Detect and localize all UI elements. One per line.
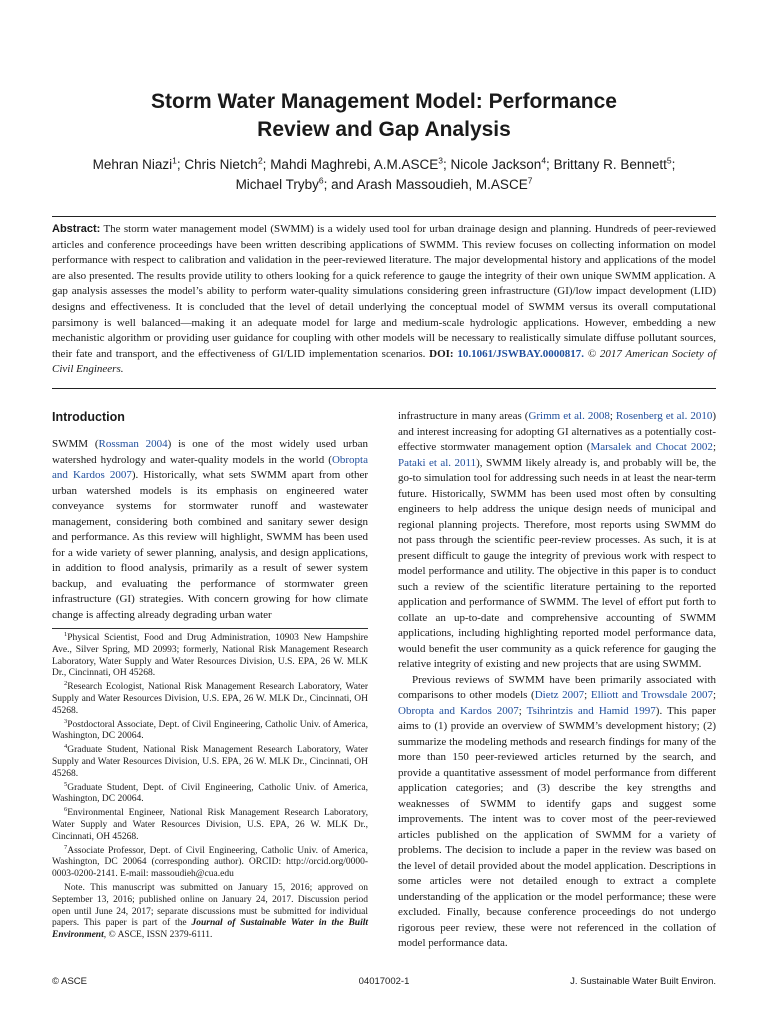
footnote-text: Associate Professor, Dept. of Civil Engineering, Catholic Univ. of America, Washington, DC 20064 (corresponding author). ORCID: http://orcid.org/0000-0003-0200-2141. E-mail: massoudieh@cua.edu <box>52 845 368 880</box>
citation-link[interactable]: Obropta and Kardos 2007 <box>398 704 519 717</box>
footnote-text: Postdoctoral Associate, Dept. of Civil Engineering, Catholic Univ. of America, Washington, DC 20064. <box>52 719 368 742</box>
footnote-mark: 3 <box>64 717 68 725</box>
footnote-mark: 5 <box>64 780 68 788</box>
note-text: Note. This manuscript was submitted on January 15, 2016; approved on September 13, 2016; published online on January 24, 2017. Discussion period open until June 24, 2017; separate discussions must be submitted for individual papers. This paper is part of the <box>52 882 368 929</box>
abstract-copyright: © 2017 American Society of Civil Engineers. <box>52 347 717 376</box>
footnote <box>52 745 368 780</box>
section-heading-introduction: Introduction <box>52 410 125 424</box>
footnote-text: Graduate Student, National Risk Management Research Laboratory, Water Supply and Water Resources Division, U.S. EPA, 26 W. MLK Dr., Cincinnati, OH 45268. <box>52 745 368 779</box>
footnote-mark: 4 <box>64 743 68 751</box>
text-run: ). Historically, what sets SWMM apart from other urban watershed models is its emphasis on engineered water conveyance systems for stormwater runoff and wastewater management, considering both combined and sanitary sewer design and performance. As this review will highlight, SWMM has been used for a wide variety of sewer planning, analysis, and design applications, in addition to flood analysis, primarily as a result of sewer system backup, and evaluating the performance of stormwater green infrastructure (GI) strategies. With concern growing for how climate change is affecting already degrading urban water <box>52 469 368 621</box>
author-list <box>40 155 728 195</box>
author: Chris Nietch <box>184 157 258 172</box>
author-affiliation-mark: 7 <box>527 175 533 186</box>
title-line-2: Review and Gap Analysis <box>257 118 511 141</box>
abstract-top-rule <box>52 216 716 217</box>
left-column <box>52 409 368 623</box>
text-run: SWMM ( <box>52 438 99 450</box>
footnote <box>52 808 368 843</box>
footnote-text: Research Ecologist, National Risk Management Research Laboratory, Water Supply and Water Resources Division, U.S. EPA, 26 W. MLK Dr., Cincinnati, OH 45268. <box>52 682 368 716</box>
journal-name: Journal of Sustainable Water in the Built Environment <box>52 918 368 941</box>
citation-link[interactable]: Elliott and Trowsdale 2007 <box>590 689 713 701</box>
author-separator: ; <box>262 157 271 172</box>
author: Arash Massoudieh, M.ASCE <box>356 177 528 192</box>
right-column <box>398 409 716 952</box>
footer-article-number: 04017002-1 <box>358 976 410 987</box>
text-run: ). This paper aims to (1) provide an overview of SWMM’s development history; (2) summarize the modeling methods and research findings for many of the more than 150 peer-reviewed articles returned by the search, and provide a quantitative assessment of model performance from different application categories; and (3) describe the key strengths and weaknesses of SWMM to identify gaps and suggest some improvements. The intent was to cover most of the peer-reviewed articles published on the application of SWMM for a variety of problems. The decision to include a paper in the review was based on the level of detail provided about the model application. Descriptions in some articles were not detailed enough to extract a complete understanding of the application or the model performance; these were excluded. Finally, because conference proceedings do not undergo rigorous peer review, these were not referenced in the collation of model performance data. <box>398 704 717 949</box>
author-footnotes <box>52 628 368 944</box>
author-affiliation-mark: 5 <box>666 155 672 166</box>
footnote-mark: 1 <box>64 630 68 638</box>
footnote <box>52 630 368 680</box>
footnote-mark: 7 <box>64 843 68 851</box>
body-paragraph <box>398 409 716 673</box>
footnote-text: Environmental Engineer, National Risk Management Research Laboratory, Water Supply and Water Resources Division, U.S. EPA, 26 W. MLK Dr., Cincinnati, OH 45268. <box>52 808 368 842</box>
text-run: ; <box>584 689 591 701</box>
intro-paragraph <box>52 437 368 623</box>
citation-link[interactable]: Pataki et al. 2011 <box>398 456 477 469</box>
manuscript-note <box>52 883 368 942</box>
author-separator: ; <box>443 157 451 172</box>
author-affiliation-mark: 1 <box>172 155 177 166</box>
author: Brittany R. Bennett <box>553 157 667 172</box>
footnote-mark: 6 <box>64 806 68 813</box>
author-affiliation-mark: 4 <box>541 155 547 166</box>
footer-journal: J. Sustainable Water Built Environ. <box>570 976 716 987</box>
citation-link[interactable]: Tsihrintzis and Hamid 1997 <box>526 704 656 717</box>
text-run: ) is one of the most widely used urban watershed hydrology and water-quality models in the world ( <box>52 438 368 466</box>
author: Michael Tryby <box>235 177 319 192</box>
footnote <box>52 780 368 807</box>
author-separator: ; <box>671 157 676 172</box>
footnote-mark: 2 <box>64 680 68 688</box>
citation-link[interactable]: Rossman 2004 <box>98 438 168 450</box>
author-separator: ; <box>176 157 185 172</box>
abstract <box>52 222 716 378</box>
abstract-text: The storm water management model (SWMM) is a widely used tool for urban drainage design and planning. Hundreds of peer-reviewed articles and conference proceedings have been written describing applications of SWMM. This review focuses on collecting information on model performance with respect to calibration and validation in the peer-reviewed literature. The major developmental history and applications of the model are also presented. The results provide utility to others looking for a quick reference to gauge the integrity of their own unique SWMM application. A gap analysis assesses the model’s ability to perform water-quality simulations considering green infrastructure (GI)/low impact development (LID) designs and effectiveness. It is concluded that the level of detail underlying the conceptual model of SWMM versus its overall computational parsimony is well balanced—making it an adequate model for large and medium-scale hydrologic applications. However, embedding a new mechanistic algorithm or providing user guidance for coupling with other models will be necessary to realistically simulate diffuse pollutant sources, their fate and transport, and the effectiveness of GI/LID implementation scenarios. <box>52 223 716 360</box>
citation-link[interactable]: Marsalek and Chocat 2002 <box>590 441 713 453</box>
title-line-1: Storm Water Management Model: Performance <box>151 90 617 113</box>
author-separator: ; <box>546 157 554 172</box>
citation-link[interactable]: Grimm et al. 2008 <box>528 410 610 422</box>
footnote-text: Graduate Student, Dept. of Civil Engineering, Catholic Univ. of America, Washington, DC 20064. <box>52 782 368 805</box>
citation-link[interactable]: Rosenberg et al. 2010 <box>615 410 713 422</box>
author: Mehran Niazi <box>92 157 173 172</box>
doi-label: DOI: <box>429 347 454 360</box>
author-affiliation-mark: 2 <box>257 155 263 166</box>
text-run: ; <box>712 441 716 453</box>
text-run: Previous reviews of SWMM have been primarily associated with comparisons to other models ( <box>398 673 716 701</box>
footnote <box>52 717 368 744</box>
text-run: infrastructure in many areas ( <box>398 410 529 422</box>
note-text: , © ASCE, ISSN 2379-6111. <box>103 930 213 941</box>
author-affiliation-mark: 3 <box>438 155 443 166</box>
text-run: ; <box>609 410 616 422</box>
author-separator: ; and <box>323 177 357 192</box>
citation-link[interactable]: Obropta and Kardos 2007 <box>52 453 368 481</box>
paper-title <box>40 88 728 144</box>
author: Mahdi Maghrebi, A.M.ASCE <box>270 157 439 172</box>
text-run: ; <box>712 689 717 701</box>
citation-link[interactable]: Dietz 2007 <box>534 689 585 701</box>
text-run: ) and interest increasing for adopting GI alternatives as a potentially cost-effective stormwater management option ( <box>398 410 716 453</box>
abstract-label: Abstract: <box>52 223 101 235</box>
footnote <box>52 843 368 881</box>
body-paragraph <box>398 673 716 952</box>
text-run: ), SWMM likely already is, and probably will be, the go-to simulation tool for addressing such needs in at least the near-term future. Historically, SWMM has been used most often by consulting engineers to help address the unique design needs of municipal and regional planning projects. Therefore, most reports using SWMM do not pass through the scientific peer-review processes. As such, it is at present difficult to gauge the integrity of previous work with respect to model performance and utility. The objective in this paper is to conduct such a review of the scientific literature pertaining to the reported application and performance of SWMM. The level of effort put forth to collate an up-to-date and comprehensive accounting of SWMM applications, including highlighting reported model performance data, would benefit the user community as a quick reference for gauging the relative integrity of existing and new projects that are using SWMM. <box>398 456 716 670</box>
footnote <box>52 682 368 717</box>
abstract-bottom-rule <box>52 388 716 389</box>
author-affiliation-mark: 6 <box>318 175 324 186</box>
footer-publisher: © ASCE <box>52 976 87 987</box>
doi-link[interactable]: 10.1061/JSWBAY.0000817. <box>457 347 584 360</box>
author: Nicole Jackson <box>450 157 542 172</box>
page-footer <box>52 976 716 990</box>
text-run: ; <box>518 704 527 717</box>
footnote-text: Physical Scientist, Food and Drug Administration, 10903 New Hampshire Ave., Silver Spring, MD 20993; formerly, National Risk Management Research Laboratory, Water Supply and Water Resources Division, U.S. EPA, 26 W. MLK Dr., Cincinnati, OH 45268. <box>52 633 368 679</box>
